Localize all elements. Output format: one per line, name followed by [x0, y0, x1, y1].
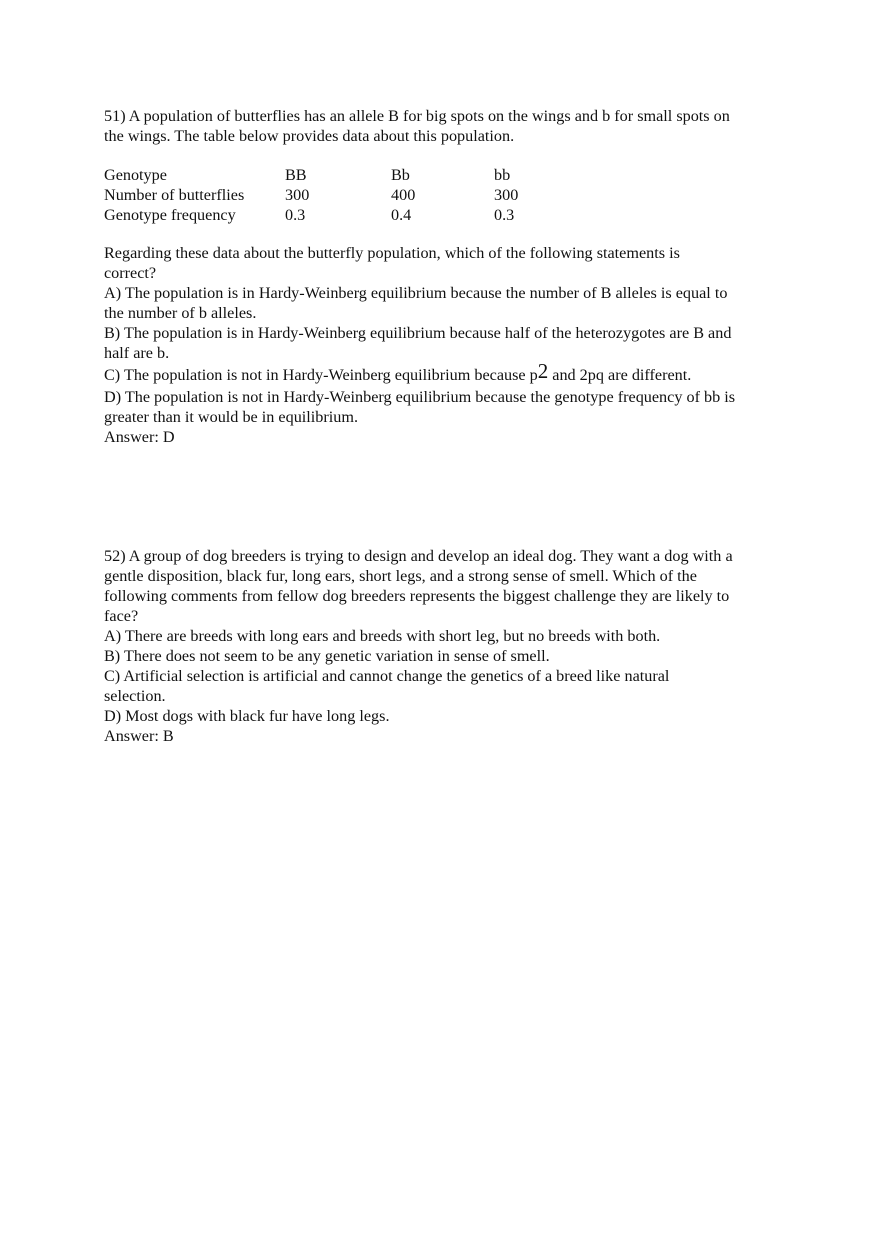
question-51 [104, 106, 784, 447]
header-bb-hetero: Bb [391, 166, 410, 184]
freq-bb: 0.3 [494, 206, 515, 224]
q52-stem-line-2: gentle disposition, black fur, long ears, short legs, and a strong sense of smell. Which of the [104, 567, 697, 585]
q51-stem-line-1: 51) A population of butterflies has an allele B for big spots on the wings and b for small spots on [104, 107, 730, 125]
q51-question-line-1: Regarding these data about the butterfly population, which of the following statements is [104, 244, 680, 262]
table-row-count [104, 185, 594, 205]
genotype-table [104, 165, 594, 225]
q51-option-d-line-2: greater than it would be in equilibrium. [104, 408, 358, 426]
q52-stem-line-4: face? [104, 607, 139, 625]
q51-option-a-line-2: the number of b alleles. [104, 304, 257, 322]
q52-option-d: D) Most dogs with black fur have long legs. [104, 707, 390, 725]
table-row-frequency [104, 205, 594, 225]
header-genotype: Genotype [104, 166, 167, 184]
count-bb: 300 [494, 186, 519, 204]
q51-option-c-suffix: and 2pq are different. [548, 366, 692, 384]
genotype-table-header [104, 165, 594, 185]
q52-option-a: A) There are breeds with long ears and breeds with short leg, but no breeds with both. [104, 627, 661, 645]
q51-option-a-line-1: A) The population is in Hardy-Weinberg equilibrium because the number of B alleles is equal to [104, 284, 728, 302]
q51-option-d-line-1: D) The population is not in Hardy-Weinberg equilibrium because the genotype frequency of bb is [104, 388, 736, 406]
q51-stem-line-2: the wings. The table below provides data about this population. [104, 127, 515, 145]
q51-option-b-line-1: B) The population is in Hardy-Weinberg equilibrium because half of the heterozygotes are B and [104, 324, 732, 342]
row-label-count: Number of butterflies [104, 186, 245, 204]
freq-Bb: 0.4 [391, 206, 412, 224]
q51-option-c-prefix: C) The population is not in Hardy-Weinberg equilibrium because p [104, 366, 538, 384]
freq-BB: 0.3 [285, 206, 306, 224]
q52-option-c-line-1: C) Artificial selection is artificial and cannot change the genetics of a breed like natural [104, 667, 670, 685]
q52-option-b: B) There does not seem to be any genetic variation in sense of smell. [104, 647, 550, 665]
q52-answer: Answer: B [104, 727, 174, 745]
q52-option-c-line-2: selection. [104, 687, 166, 705]
q51-option-b-line-2: half are b. [104, 344, 170, 362]
q52-stem-line-1: 52) A group of dog breeders is trying to design and develop an ideal dog. They want a dog with a [104, 547, 733, 565]
row-label-frequency: Genotype frequency [104, 206, 236, 224]
question-52 [104, 546, 784, 746]
header-bb-lower: bb [494, 166, 511, 184]
q51-question-line-2: correct? [104, 264, 157, 282]
header-bb-upper: BB [285, 166, 307, 184]
count-BB: 300 [285, 186, 310, 204]
q51-option-c [104, 359, 784, 387]
q51-answer: Answer: D [104, 428, 175, 446]
q52-stem-line-3: following comments from fellow dog breeders represents the biggest challenge they are likely to [104, 587, 730, 605]
count-Bb: 400 [391, 186, 416, 204]
q51-option-c-superscript: 2 [537, 359, 549, 383]
